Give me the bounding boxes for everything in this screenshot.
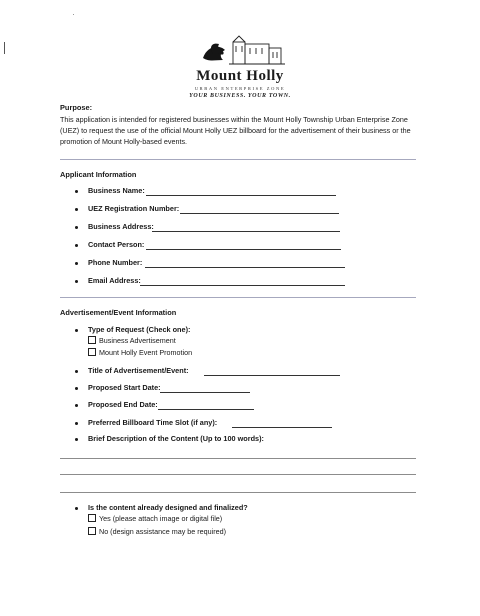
logo-title: Mount Holly: [196, 68, 284, 84]
advertisement-heading: Advertisement/Event Information: [60, 308, 177, 317]
start-date-label: Proposed Start Date:: [88, 383, 161, 392]
business-address-field[interactable]: [152, 231, 340, 232]
end-date-label: Proposed End Date:: [88, 400, 158, 409]
applicant-heading: Applicant Information: [60, 170, 137, 179]
option-label: Mount Holly Event Promotion: [99, 348, 193, 357]
bullet: [75, 507, 78, 510]
option-design-no[interactable]: [88, 527, 226, 536]
description-label: Brief Description of the Content (Up to 100 words):: [88, 434, 264, 443]
title-field[interactable]: [204, 375, 340, 376]
bullet: [75, 370, 78, 373]
bullet: [75, 387, 78, 390]
request-type-label: Type of Request (Check one):: [88, 325, 191, 334]
description-line[interactable]: [60, 458, 416, 459]
time-slot-field[interactable]: [232, 427, 332, 428]
start-date-field[interactable]: [160, 392, 250, 393]
option-design-yes[interactable]: [88, 514, 222, 523]
uez-registration-label: UEZ Registration Number:: [88, 204, 180, 213]
section-divider: [60, 297, 416, 298]
business-name-field[interactable]: [146, 195, 336, 196]
checkbox[interactable]: [88, 514, 96, 522]
bullet: [75, 280, 78, 283]
description-line[interactable]: [60, 474, 416, 475]
bullet: [75, 438, 78, 441]
logo-tagline: YOUR BUSINESS. YOUR TOWN.: [189, 93, 291, 99]
bullet: [75, 329, 78, 332]
option-label: No (design assistance may be required): [99, 527, 227, 536]
purpose-text: This application is intended for registered businesses within the Mount Holly Township Urban Enterprise Zone (UEZ) to request the use of the official Mount Holly UEZ billboard for the advertisement of their business or the promotion of Mount Holly-based events.: [60, 115, 411, 146]
bullet: [75, 404, 78, 407]
bullet: [75, 262, 78, 265]
option-business-advertisement[interactable]: [88, 336, 176, 345]
mount-holly-logo: [185, 32, 295, 106]
contact-person-field[interactable]: [146, 249, 341, 250]
option-label: Yes (please attach image or digital file): [99, 514, 223, 523]
scan-edge-mark: [4, 42, 5, 54]
bullet: [75, 208, 78, 211]
holly-building-icon: [189, 32, 289, 68]
description-line[interactable]: [60, 492, 416, 493]
end-date-field[interactable]: [158, 409, 254, 410]
business-name-label: Business Name:: [88, 186, 145, 195]
option-event-promotion[interactable]: [88, 348, 192, 357]
checkbox[interactable]: [88, 527, 96, 535]
bullet: [75, 226, 78, 229]
email-address-field[interactable]: [140, 285, 345, 286]
purpose-heading: Purpose:: [60, 103, 93, 112]
design-question-label: Is the content already designed and finalized?: [88, 503, 248, 512]
logo-subtitle: URBAN ENTERPRISE ZONE: [194, 86, 286, 91]
phone-number-field[interactable]: [145, 267, 345, 268]
phone-number-label: Phone Number:: [88, 258, 143, 267]
time-slot-label: Preferred Billboard Time Slot (if any):: [88, 418, 218, 427]
uez-registration-field[interactable]: [180, 213, 339, 214]
checkbox[interactable]: [88, 336, 96, 344]
contact-person-label: Contact Person:: [88, 240, 145, 249]
email-address-label: Email Address:: [88, 276, 141, 285]
option-label: Business Advertisement: [99, 336, 176, 345]
bullet: [75, 422, 78, 425]
title-label: Title of Advertisement/Event:: [88, 366, 189, 375]
bullet: [75, 244, 78, 247]
business-address-label: Business Address:: [88, 222, 154, 231]
scan-dot: [73, 14, 74, 15]
checkbox[interactable]: [88, 348, 96, 356]
section-divider: [60, 159, 416, 160]
bullet: [75, 190, 78, 193]
